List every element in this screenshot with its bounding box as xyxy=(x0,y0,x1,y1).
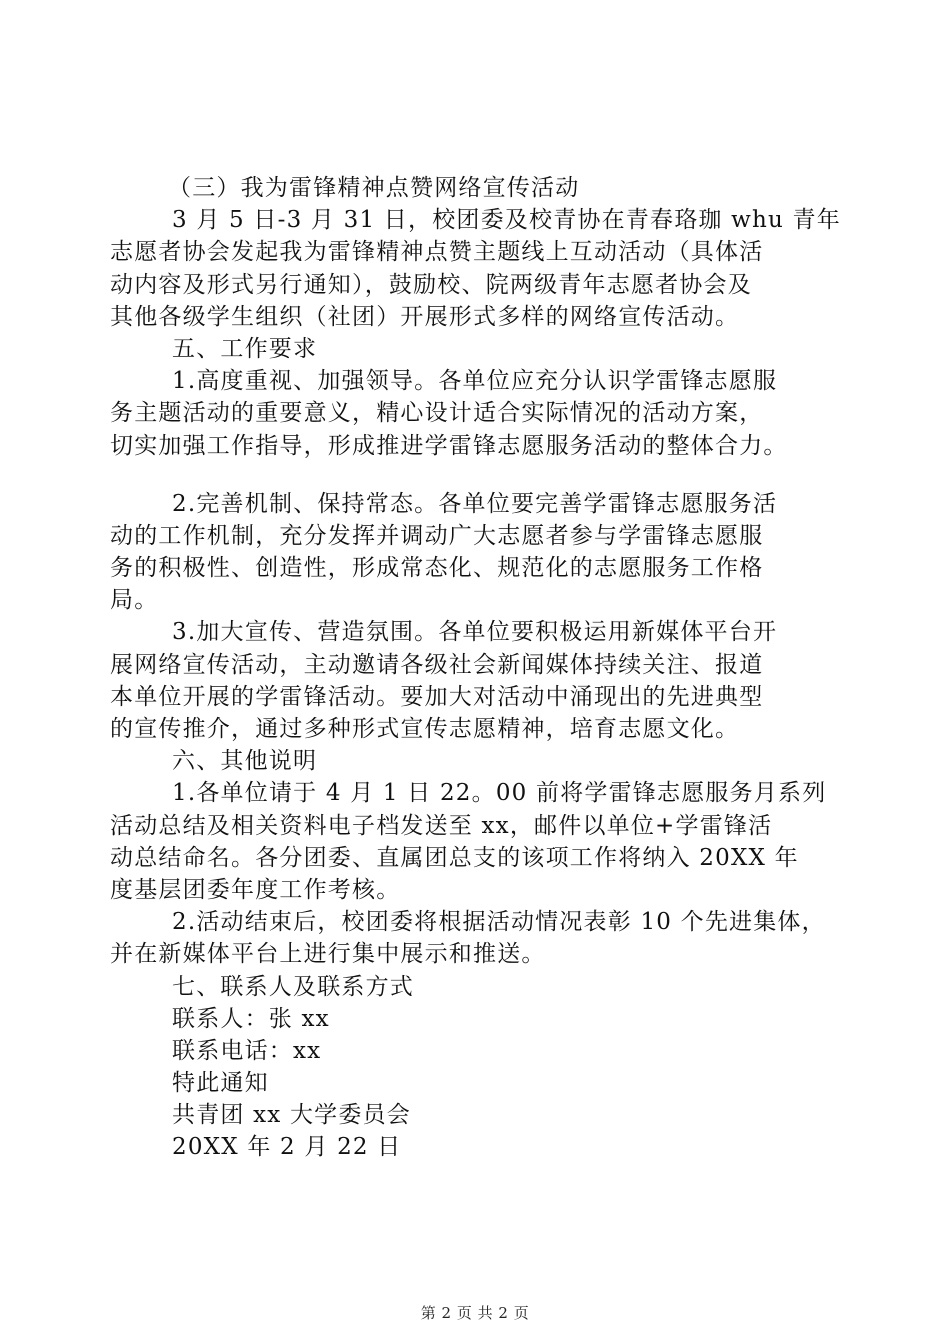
section-heading-3: （三）我为雷锋精神点赞网络宣传活动 xyxy=(168,175,580,201)
paragraph-line: 展网络宣传活动，主动邀请各级社会新闻媒体持续关注、报道 xyxy=(110,651,764,678)
paragraph-line: 2.活动结束后，校团委将根据活动情况表彰 10 个先进集体， xyxy=(172,909,826,936)
paragraph-line: 3.加大宣传、营造氛围。各单位要积极运用新媒体平台开 xyxy=(172,619,778,646)
paragraph-line: 本单位开展的学雷锋活动。要加大对活动中涌现出的先进典型 xyxy=(110,683,764,710)
paragraph-line: 切实加强工作指导，形成推进学雷锋志愿服务活动的整体合力。 xyxy=(110,432,788,459)
contact-phone: 联系电话：xx xyxy=(172,1037,322,1064)
section-heading-7: 七、联系人及联系方式 xyxy=(172,973,414,1000)
paragraph-line: 的宣传推介，通过多种形式宣传志愿精神，培育志愿文化。 xyxy=(110,716,740,742)
paragraph-line: 动内容及形式另行通知），鼓励校、院两级青年志愿者协会及 xyxy=(110,271,752,298)
issuer-name: 共青团 xx 大学委员会 xyxy=(172,1102,411,1129)
paragraph-gap xyxy=(110,462,850,488)
paragraph-line: 度基层团委年度工作考核。 xyxy=(110,876,401,903)
paragraph-line: 局。 xyxy=(110,587,159,614)
paragraph-line: 1.高度重视、加强领导。各单位应充分认识学雷锋志愿服 xyxy=(172,368,778,395)
closing-notice: 特此通知 xyxy=(172,1070,269,1097)
paragraph-line: 务主题活动的重要意义，精心设计适合实际情况的活动方案， xyxy=(110,400,764,427)
paragraph-line: 并在新媒体平台上进行集中展示和推送。 xyxy=(110,941,546,968)
document-body xyxy=(110,172,850,1164)
paragraph-line: 志愿者协会发起我为雷锋精神点赞主题线上互动活动（具体活 xyxy=(110,239,764,266)
paragraph-line: 1.各单位请于 4 月 1 日 22。00 前将学雷锋志愿服务月系列 xyxy=(172,780,827,807)
paragraph-line: 活动总结及相关资料电子档发送至 xx，邮件以单位+学雷锋活 xyxy=(110,812,773,839)
issue-date: 20XX 年 2 月 22 日 xyxy=(172,1134,402,1161)
contact-person: 联系人：张 xx xyxy=(172,1005,330,1032)
section-heading-5: 五、工作要求 xyxy=(172,335,318,362)
paragraph-line: 3 月 5 日-3 月 31 日，校团委及校青协在青春珞珈 whu 青年 xyxy=(172,207,841,234)
page-number-footer: 第 2 页 共 2 页 xyxy=(420,1304,530,1322)
paragraph-line: 2.完善机制、保持常态。各单位要完善学雷锋志愿服务活 xyxy=(172,490,778,517)
paragraph-line: 其他各级学生组织（社团）开展形式多样的网络宣传活动。 xyxy=(110,303,740,330)
paragraph-line: 务的积极性、创造性，形成常态化、规范化的志愿服务工作格 xyxy=(110,555,764,582)
section-heading-6: 六、其他说明 xyxy=(172,748,318,775)
paragraph-line: 动的工作机制，充分发挥并调动广大志愿者参与学雷锋志愿服 xyxy=(110,522,764,549)
paragraph-line: 动总结命名。各分团委、直属团总支的该项工作将纳入 20XX 年 xyxy=(110,844,799,871)
